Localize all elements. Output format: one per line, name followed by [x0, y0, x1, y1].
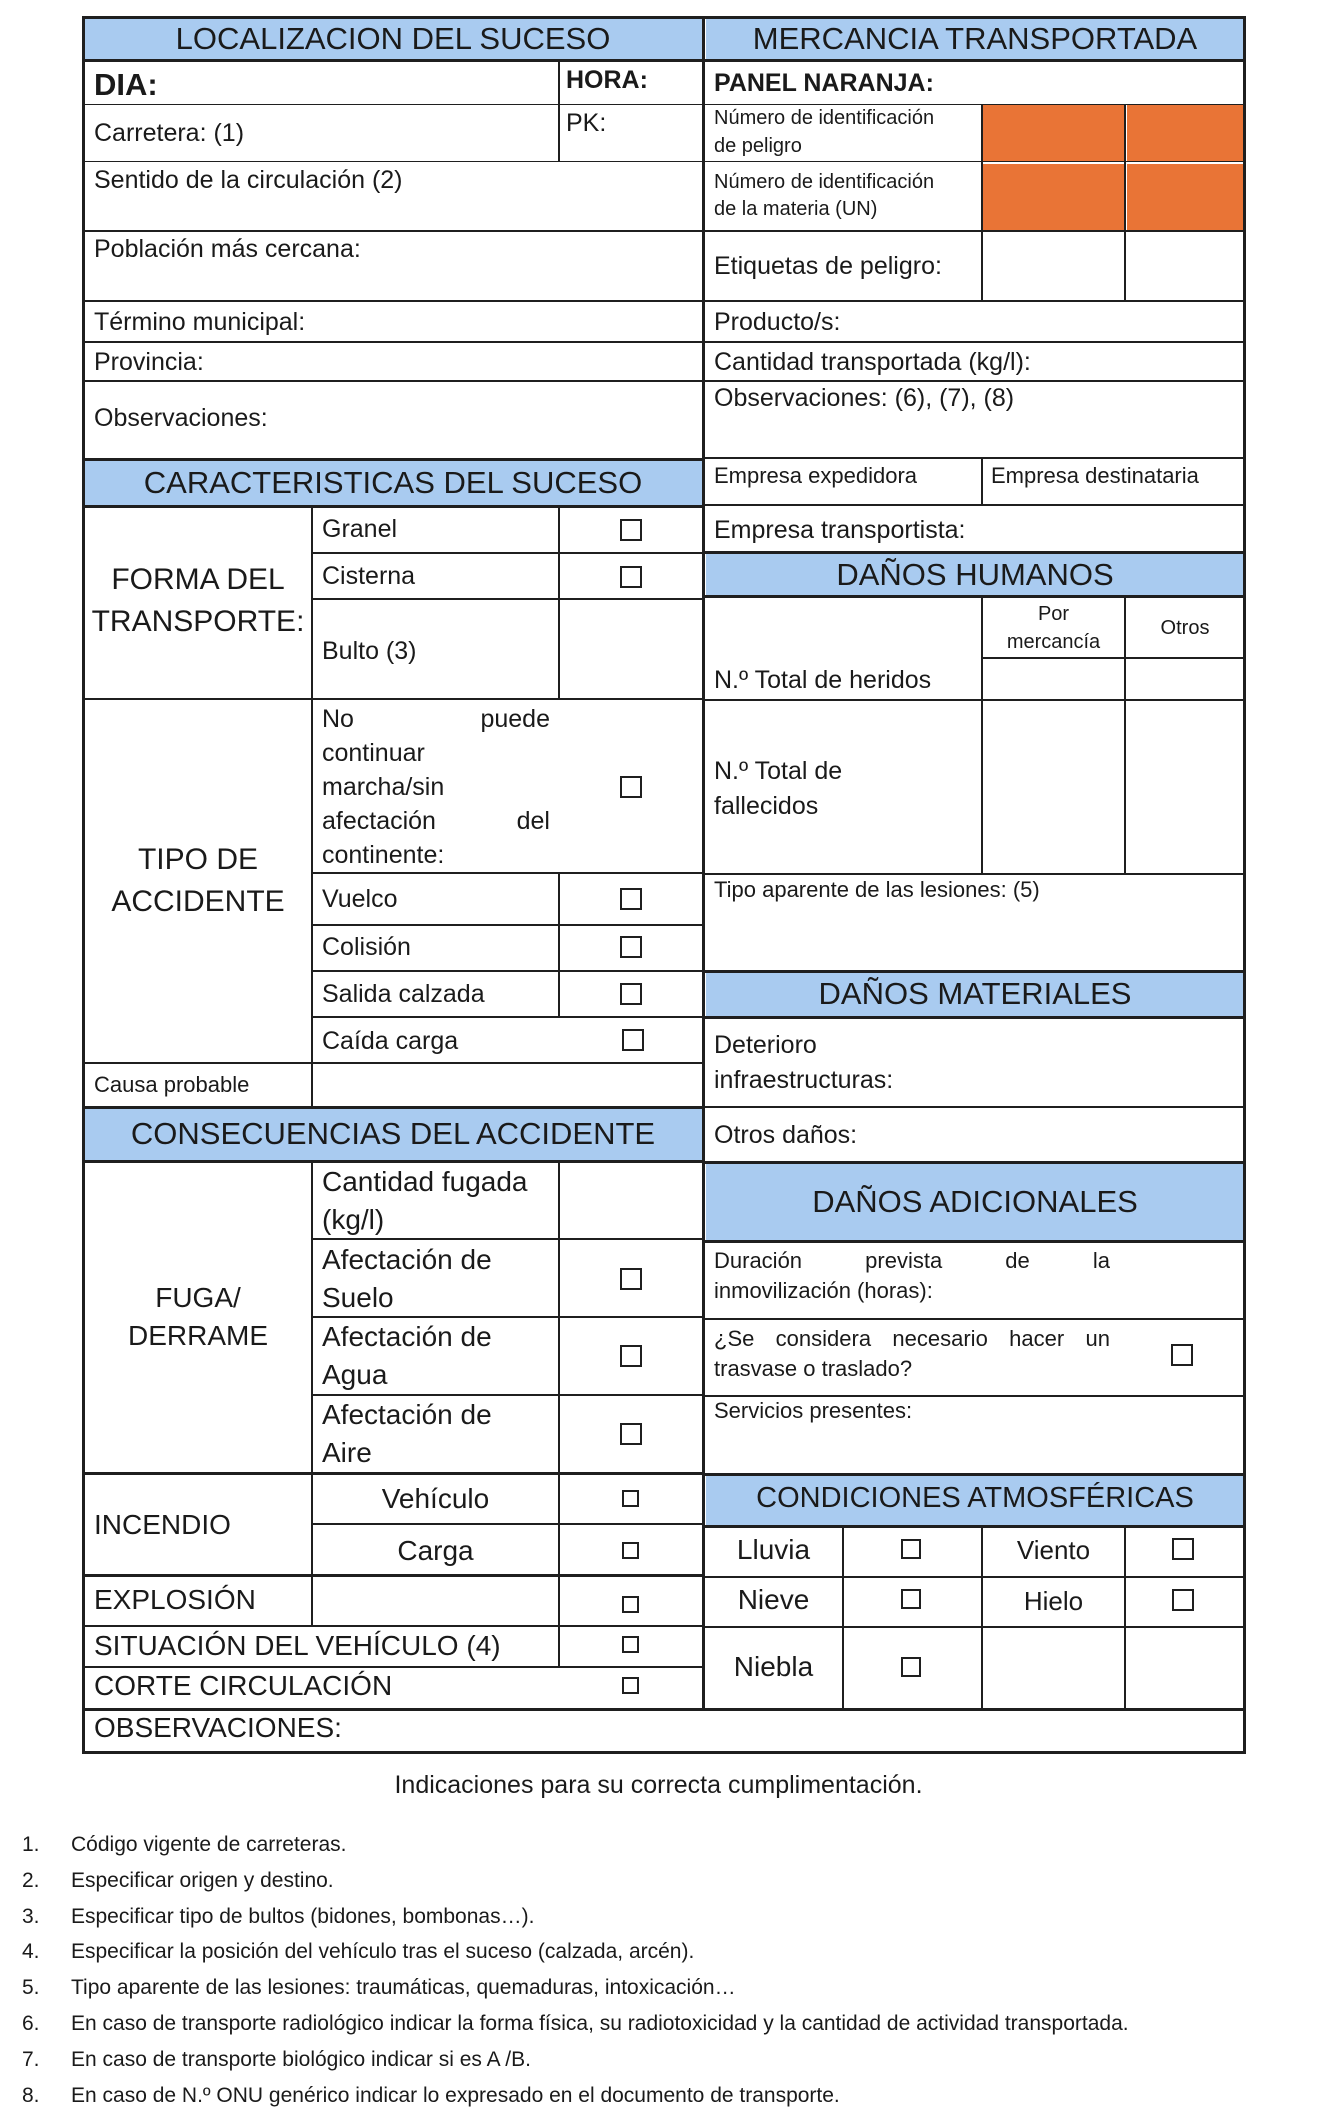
checkbox-incendio-carga[interactable] [622, 1542, 639, 1559]
note-number: 7. [22, 2048, 40, 2071]
panel-orange-bottom-left [983, 164, 1124, 230]
checkbox-explosion[interactable] [622, 1596, 639, 1613]
checkbox-aire[interactable] [620, 1423, 642, 1445]
note-text: En caso de transporte radiológico indicar la forma física, su radiotoxicidad y la cantidad de actividad transportada. [71, 2012, 1129, 2035]
note-number: 5. [22, 1976, 40, 1999]
checkbox-caida-carga[interactable] [622, 1029, 644, 1051]
etiquetas-label: Etiquetas de peligro: [714, 252, 942, 280]
corte-circulacion-label: CORTE CIRCULACIÓN [94, 1670, 393, 1701]
carretera-label: Carretera: (1) [94, 119, 245, 147]
duracion-label-1 [714, 1248, 1110, 1274]
dia-label: DIA: [94, 67, 158, 102]
note-text: Tipo aparente de las lesiones: traumáticas, quemaduras, intoxicación… [71, 1976, 736, 1999]
footer-title: Indicaciones para su correcta cumplimentación. [394, 1771, 923, 1799]
empresa-destinataria-label: Empresa destinataria [991, 463, 1199, 488]
checkbox-vuelco[interactable] [620, 888, 642, 910]
situacion-vehiculo-label: SITUACIÓN DEL VEHÍCULO (4) [94, 1630, 501, 1661]
no-puede-word: No puede [322, 705, 550, 733]
afectacion-suelo-label-2: Suelo [322, 1282, 394, 1313]
note-text: Especificar la posición del vehículo tras el suceso (calzada, arcén). [71, 1940, 695, 1963]
incendio-carga-label: Carga [397, 1535, 474, 1566]
note-text: En caso de transporte biológico indicar si es A /B. [71, 2048, 531, 2071]
lluvia-label: Lluvia [736, 1534, 811, 1565]
section-title-condiciones: CONDICIONES ATMOSFÉRICAS [756, 1482, 1194, 1514]
note-number: 4. [22, 1940, 40, 1963]
pk-label: PK: [566, 109, 607, 137]
deterioro-label-2: infraestructuras: [714, 1066, 894, 1094]
note-number: 8. [22, 2084, 40, 2107]
note-text: Especificar origen y destino. [71, 1869, 334, 1892]
option-caida-carga: Caída carga [322, 1027, 459, 1055]
sentido-label: Sentido de la circulación (2) [94, 166, 403, 194]
checkbox-niebla[interactable] [901, 1657, 921, 1677]
afectacion-suelo-label-1: Afectación de [322, 1244, 492, 1275]
afectacion-word: afectación del [322, 807, 550, 835]
panel-orange-top-right [1127, 105, 1244, 161]
fallecidos-label-1: N.º Total de [714, 757, 843, 785]
option-no-puede-line4 [322, 806, 550, 836]
hielo-label: Hielo [1023, 1586, 1084, 1616]
panel-orange-bottom-right [1127, 164, 1244, 230]
option-bulto: Bulto (3) [322, 637, 417, 665]
deterioro-label-1: Deterioro [714, 1031, 817, 1059]
observaciones-localizacion-label: Observaciones: [94, 404, 268, 432]
note-text: Especificar tipo de bultos (bidones, bombonas…). [71, 1905, 535, 1928]
num-peligro-label-1: Número de identificación [714, 107, 935, 129]
nieve-label: Nieve [737, 1584, 810, 1615]
option-no-puede-line5: continente: [322, 841, 445, 869]
forma-transporte-label-2: TRANSPORTE: [91, 605, 305, 638]
observaciones-final-label: OBSERVACIONES: [94, 1712, 342, 1743]
note-number: 3. [22, 1905, 40, 1928]
por-mercancia-label-1: Por [1037, 603, 1070, 625]
num-materia-label-2: de la materia (UN) [714, 198, 878, 220]
checkbox-cisterna[interactable] [620, 566, 642, 588]
note-text: Código vigente de carreteras. [71, 1833, 347, 1856]
poblacion-label: Población más cercana: [94, 235, 361, 263]
productos-label: Producto/s: [714, 308, 841, 336]
section-title-caracteristicas: CARACTERISTICAS DEL SUCESO [143, 465, 643, 500]
trasvase-label-2: trasvase o traslado? [714, 1356, 913, 1381]
option-no-puede-line1 [322, 704, 550, 734]
otros-label: Otros [1160, 617, 1210, 639]
cantidad-fugada-label-2: (kg/l) [322, 1204, 385, 1235]
trasvase-line-1: ¿Se considera necesario hacer un [714, 1326, 1110, 1351]
afectacion-aire-label-1: Afectación de [322, 1399, 492, 1430]
note-number: 6. [22, 2012, 40, 2035]
duracion-line-1: Duración prevista de la [714, 1248, 1110, 1273]
checkbox-hielo[interactable] [1172, 1589, 1194, 1611]
checkbox-nieve[interactable] [901, 1589, 921, 1609]
fuga-derrame-label-1: FUGA/ [155, 1282, 241, 1313]
explosion-label: EXPLOSIÓN [94, 1584, 256, 1615]
incendio-vehiculo-label: Vehículo [381, 1483, 490, 1514]
checkbox-suelo[interactable] [620, 1268, 642, 1290]
note-number: 1. [22, 1833, 40, 1856]
checkbox-no-puede[interactable] [620, 776, 642, 798]
afectacion-agua-label-2: Agua [322, 1359, 388, 1390]
section-title-danos-materiales: DAÑOS MATERIALES [818, 976, 1132, 1011]
observaciones-mercancia-label: Observaciones: (6), (7), (8) [714, 384, 1015, 412]
afectacion-agua-label-1: Afectación de [322, 1321, 492, 1352]
checkbox-viento[interactable] [1172, 1538, 1194, 1560]
checkbox-trasvase[interactable] [1171, 1344, 1193, 1366]
option-no-puede-line3: marcha/sin [322, 773, 445, 801]
note-text: En caso de N.º ONU genérico indicar lo expresado en el documento de transporte. [71, 2084, 840, 2107]
servicios-presentes-label: Servicios presentes: [714, 1398, 913, 1423]
fuga-derrame-label-2: DERRAME [127, 1320, 268, 1351]
fallecidos-label-2: fallecidos [714, 792, 819, 820]
cantidad-fugada-label-1: Cantidad fugada [322, 1166, 528, 1197]
option-salida-calzada: Salida calzada [322, 980, 485, 1008]
panel-naranja-label: PANEL NARANJA: [714, 69, 934, 97]
checkbox-lluvia[interactable] [901, 1539, 921, 1559]
trasvase-label-1 [714, 1326, 1110, 1352]
checkbox-agua[interactable] [620, 1345, 642, 1367]
checkbox-corte[interactable] [622, 1677, 639, 1694]
provincia-label: Provincia: [94, 348, 204, 376]
empresa-transportista-label: Empresa transportista: [714, 516, 966, 544]
causa-probable-label: Causa probable [94, 1072, 250, 1097]
checkbox-situacion[interactable] [622, 1636, 639, 1653]
option-granel: Granel [322, 515, 398, 543]
cantidad-transportada-label: Cantidad transportada (kg/l): [714, 348, 1031, 376]
panel-orange-top-left [983, 105, 1124, 161]
incendio-label: INCENDIO [94, 1509, 231, 1540]
hora-label: HORA: [566, 66, 648, 94]
section-title-consecuencias: CONSECUENCIAS DEL ACCIDENTE [130, 1116, 656, 1151]
checkbox-colision[interactable] [620, 936, 642, 958]
checkbox-salida-calzada[interactable] [620, 983, 642, 1005]
duracion-label-2: inmovilización (horas): [714, 1278, 933, 1303]
option-vuelco: Vuelco [322, 885, 398, 913]
otros-danos-label: Otros daños: [714, 1121, 858, 1149]
niebla-label: Niebla [733, 1651, 814, 1682]
section-title-mercancia: MERCANCIA TRANSPORTADA [752, 21, 1198, 56]
afectacion-aire-label-2: Aire [322, 1437, 372, 1468]
checkbox-incendio-vehiculo[interactable] [622, 1490, 639, 1507]
section-title-danos-humanos: DAÑOS HUMANOS [836, 557, 1114, 592]
option-no-puede-line2: continuar [322, 739, 425, 767]
viento-label: Viento [1016, 1535, 1091, 1565]
tipo-accidente-label-2: ACCIDENTE [111, 885, 285, 918]
por-mercancia-label-2: mercancía [1006, 631, 1101, 653]
lesiones-label: Tipo aparente de las lesiones: (5) [714, 877, 1040, 902]
num-materia-label-1: Número de identificación [714, 171, 935, 193]
section-title-danos-adicionales: DAÑOS ADICIONALES [812, 1184, 1138, 1219]
termino-label: Término municipal: [94, 308, 306, 336]
num-peligro-label-2: de peligro [714, 135, 802, 157]
section-title-localizacion: LOCALIZACION DEL SUCESO [175, 21, 611, 56]
heridos-label: N.º Total de heridos [714, 666, 932, 694]
tipo-accidente-label-1: TIPO DE [137, 843, 258, 876]
empresa-expedidora-label: Empresa expedidora [714, 463, 918, 488]
checkbox-granel[interactable] [620, 519, 642, 541]
note-number: 2. [22, 1869, 40, 1892]
option-colision: Colisión [322, 933, 411, 961]
forma-transporte-label-1: FORMA DEL [111, 563, 285, 596]
option-cisterna: Cisterna [322, 562, 416, 590]
